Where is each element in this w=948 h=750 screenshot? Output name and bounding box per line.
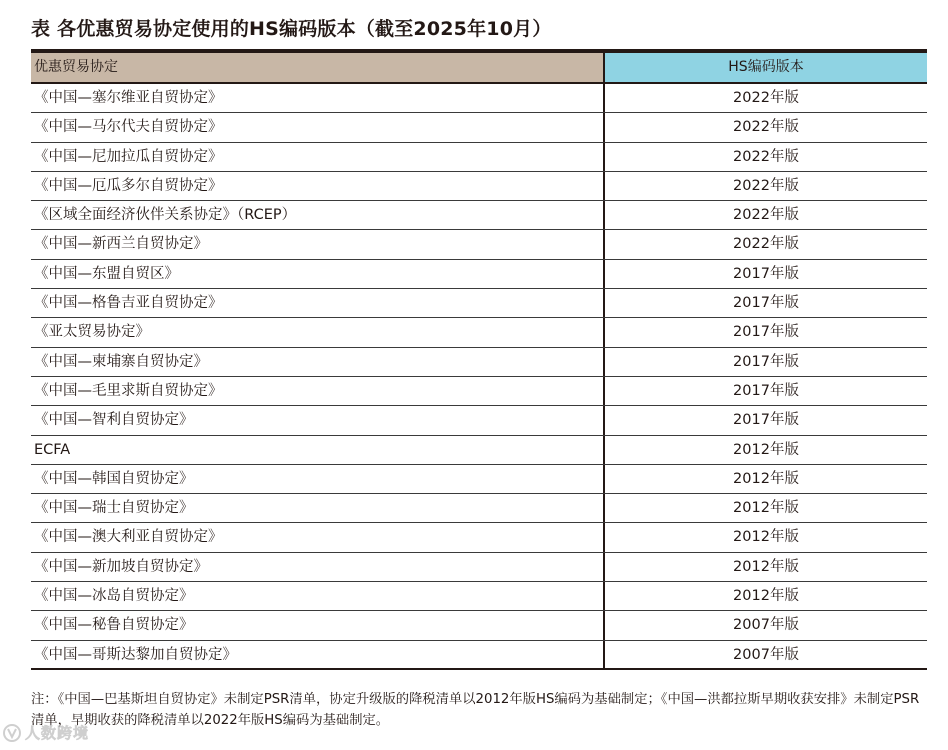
agreement-cell: 《中国—东盟自贸区》	[31, 260, 605, 288]
table-row	[31, 260, 927, 289]
table-row	[31, 348, 927, 377]
table-row	[31, 553, 927, 582]
agreement-cell: 《中国—新西兰自贸协定》	[31, 230, 605, 258]
hs-version-cell: 2022年版	[733, 90, 799, 106]
agreement-cell: 《中国—澳大利亚自贸协定》	[31, 523, 605, 551]
table-row	[31, 436, 927, 465]
table-row	[31, 318, 927, 347]
agreement-cell: 《中国—毛里求斯自贸协定》	[31, 377, 605, 405]
table-row	[31, 143, 927, 172]
hs-version-cell: 2022年版	[733, 119, 799, 136]
table-row	[31, 494, 927, 523]
agreement-cell: 《中国—秘鲁自贸协定》	[31, 611, 605, 639]
agreement-cell: 《中国—马尔代夫自贸协定》	[31, 113, 605, 141]
table-header-row	[31, 53, 927, 84]
table-row	[31, 611, 927, 640]
table-row	[31, 230, 927, 259]
hs-version-cell: 2012年版	[733, 588, 799, 605]
table-row	[31, 523, 927, 552]
table-row	[31, 406, 927, 435]
header-agreement: 优惠贸易协定	[31, 53, 605, 82]
agreement-cell: 《中国—塞尔维亚自贸协定》	[31, 84, 605, 112]
hs-version-cell: 2017年版	[733, 353, 799, 370]
table-row	[31, 84, 927, 113]
agreement-cell: 《中国—柬埔寨自贸协定》	[31, 348, 605, 376]
table-row	[31, 201, 927, 230]
hs-version-cell: 2012年版	[733, 558, 799, 575]
hs-version-table	[31, 49, 927, 670]
hs-version-cell: 2022年版	[733, 148, 799, 165]
watermark-text: 人数跨境	[25, 724, 90, 742]
agreement-cell: ECFA	[31, 436, 605, 464]
table-row	[31, 465, 927, 494]
hs-version-cell: 2017年版	[733, 382, 799, 399]
table-row	[31, 289, 927, 318]
footnote: 注：《中国—巴基斯坦自贸协定》未制定PSR清单，协定升级版的降税清单以2012年版HS编码为基础制定；《中国—洪都拉斯早期收获安排》未制定PSR清单，早期收获的降税清单以2022年版HS编码为基础制定。	[31, 692, 920, 728]
agreement-cell: 《中国—冰岛自贸协定》	[31, 582, 605, 610]
table-title: 表 各优惠贸易协定使用的HS编码版本（截至2025年10月）	[31, 18, 552, 40]
agreement-cell: 《区域全面经济伙伴关系协定》（RCEP）	[31, 201, 605, 229]
hs-version-cell: 2022年版	[733, 177, 799, 194]
hs-version-cell: 2012年版	[733, 529, 799, 546]
hs-version-cell: 2017年版	[733, 295, 799, 312]
hs-version-cell: 2017年版	[733, 324, 799, 341]
table-row	[31, 113, 927, 142]
hs-version-cell: 2012年版	[733, 500, 799, 517]
agreement-cell: 《亚太贸易协定》	[31, 318, 605, 346]
table-row	[31, 641, 927, 670]
hs-version-cell: 2007年版	[733, 617, 799, 634]
hs-version-cell: 2012年版	[733, 441, 799, 458]
agreement-cell: 《中国—厄瓜多尔自贸协定》	[31, 172, 605, 200]
hs-version-cell: 2017年版	[733, 265, 799, 282]
watermark-logo-icon	[2, 723, 22, 743]
hs-version-cell: 2022年版	[733, 236, 799, 253]
hs-version-cell: 2007年版	[733, 646, 799, 663]
table-body	[31, 84, 927, 670]
agreement-cell: 《中国—新加坡自贸协定》	[31, 553, 605, 581]
table-row	[31, 172, 927, 201]
agreement-cell: 《中国—智利自贸协定》	[31, 406, 605, 434]
agreement-cell: 《中国—瑞士自贸协定》	[31, 494, 605, 522]
hs-version-cell: 2022年版	[733, 207, 799, 224]
agreement-cell: 《中国—哥斯达黎加自贸协定》	[31, 641, 605, 668]
table-row	[31, 582, 927, 611]
hs-version-cell: 2017年版	[733, 412, 799, 429]
header-hs-version: HS编码版本	[605, 53, 927, 82]
agreement-cell: 《中国—尼加拉瓜自贸协定》	[31, 143, 605, 171]
table-row	[31, 377, 927, 406]
hs-version-cell: 2012年版	[733, 470, 799, 487]
agreement-cell: 《中国—格鲁吉亚自贸协定》	[31, 289, 605, 317]
agreement-cell: 《中国—韩国自贸协定》	[31, 465, 605, 493]
watermark	[2, 722, 89, 743]
